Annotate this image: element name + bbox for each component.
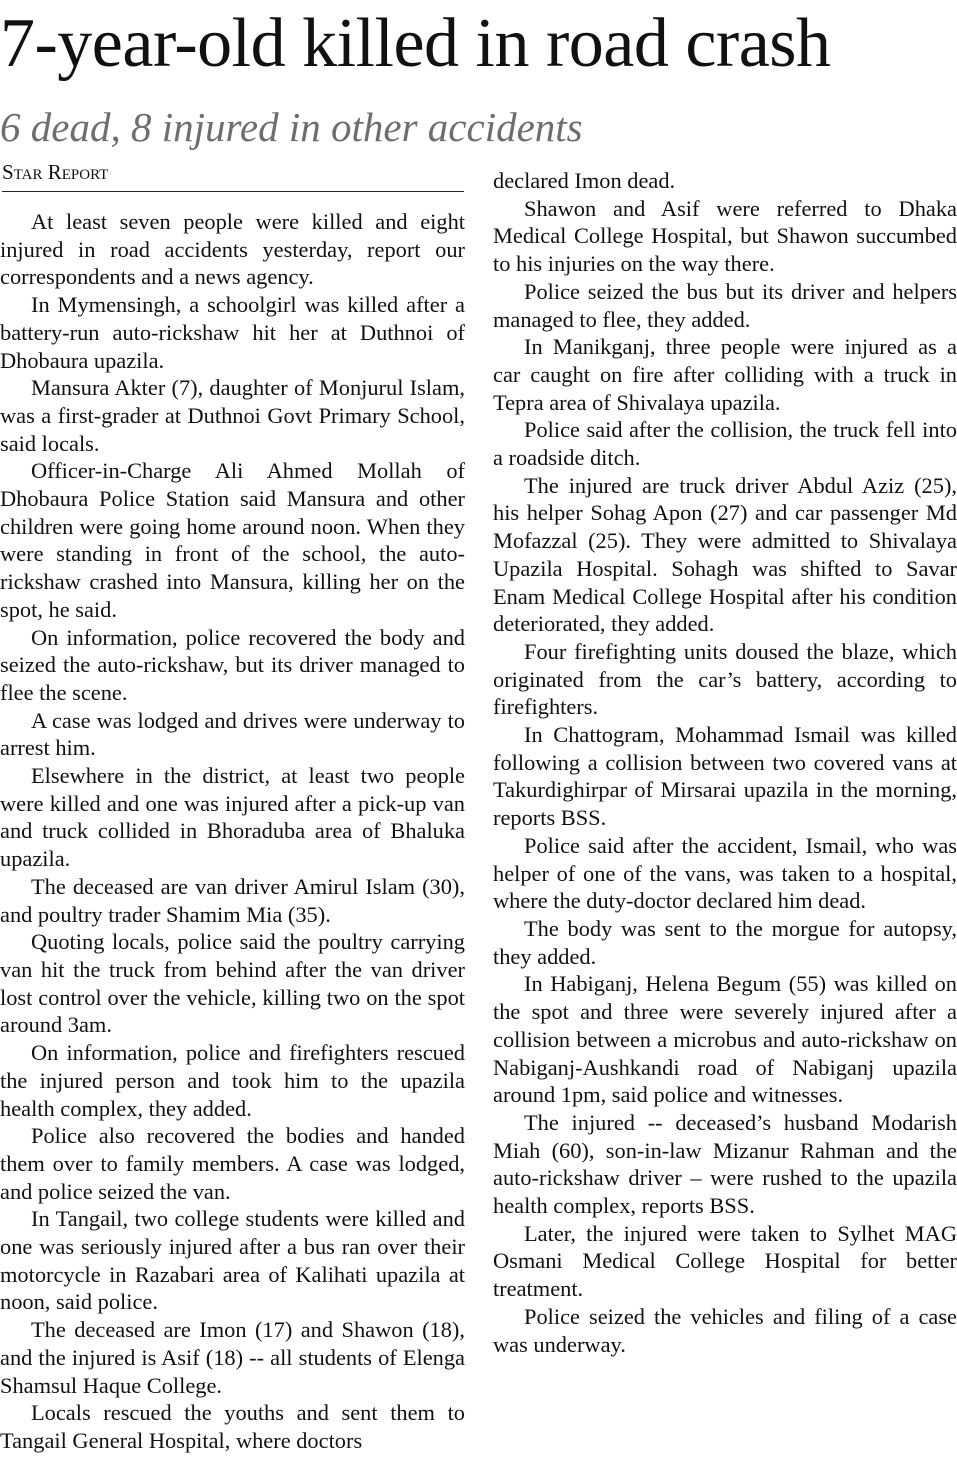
- paragraph: Elsewhere in the district, at least two people were killed and one was injured after a pick-up van and truck collided in Bhoraduba area of Bhaluka upazila.: [0, 763, 465, 872]
- paragraph: Shawon and Asif were referred to Dhaka Medical College Hospital, but Shawon succumbed to his injuries on the way there.: [493, 195, 957, 277]
- paragraph: Four firefighting units doused the blaze, which originated from the car’s battery, according to firefighters.: [493, 638, 957, 720]
- paragraph: A case was lodged and drives were underway to arrest him.: [0, 707, 465, 761]
- paragraph: Police also recovered the bodies and handed them over to family members. A case was lodged, and police seized the van.: [0, 1123, 465, 1204]
- paragraph: In Tangail, two college students were killed and one was seriously injured after a bus ran over their motorcycle in Razabari area of Kalihati upazila at noon, said police.: [0, 1206, 465, 1315]
- paragraph: Later, the injured were taken to Sylhet MAG Osmani Medical College Hospital for better treatment.: [493, 1220, 957, 1302]
- paragraph: Officer-in-Charge Ali Ahmed Mollah of Dhobaura Police Station said Mansura and other children were going home around noon. When they were standing in front of the school, the auto-rickshaw crashed into Mansura, killing her on the spot, he said.: [0, 458, 465, 622]
- article-column-right: [493, 167, 957, 1358]
- headline: 7-year-old killed in road crash: [0, 5, 831, 82]
- paragraph: Mansura Akter (7), daughter of Monjurul Islam, was a first-grader at Duthnoi Govt Primary School, said locals.: [0, 375, 465, 456]
- paragraph: The deceased are Imon (17) and Shawon (18), and the injured is Asif (18) -- all students of Elenga Shamsul Haque College.: [0, 1317, 465, 1398]
- paragraph: In Mymensingh, a schoolgirl was killed after a battery-run auto-rickshaw hit her at Duthnoi of Dhobaura upazila.: [0, 292, 465, 373]
- paragraph: The deceased are van driver Amirul Islam (30), and poultry trader Shamim Mia (35).: [0, 873, 465, 927]
- paragraph: On information, police and firefighters rescued the injured person and took him to the upazila health complex, they added.: [0, 1040, 465, 1121]
- paragraph: The body was sent to the morgue for autopsy, they added.: [493, 915, 957, 969]
- paragraph: In Habiganj, Helena Begum (55) was killed on the spot and three were severely injured after a collision between a microbus and auto-rickshaw on Nabiganj-Aushkandi road of Nabiganj upazila around 1pm, said police and witnesses.: [493, 971, 957, 1108]
- paragraph: In Manikganj, three people were injured as a car caught on fire after colliding with a truck in Tepra area of Shivalaya upazila.: [493, 334, 957, 415]
- paragraph: Quoting locals, police said the poultry carrying van hit the truck from behind after the van driver lost control over the vehicle, killing two on the spot around 3am.: [0, 929, 465, 1038]
- paragraph: Police said after the accident, Ismail, who was helper of one of the vans, was taken to a hospital, where the duty-doctor declared him dead.: [493, 832, 957, 914]
- paragraph: At least seven people were killed and eight injured in road accidents yesterday, report our correspondents and a news agency.: [0, 209, 465, 290]
- paragraph: Police seized the bus but its driver and helpers managed to flee, they added.: [493, 278, 957, 332]
- paragraph: Police seized the vehicles and filing of a case was underway.: [493, 1303, 957, 1357]
- paragraph: In Chattogram, Mohammad Ismail was killed following a collision between two covered vans at Takurdighirpar of Mirsarai upazila in the morning, reports BSS.: [493, 722, 957, 831]
- paragraph: The injured -- deceased’s husband Modarish Miah (60), son-in-law Mizanur Rahman and the auto-rickshaw driver – were rushed to the upazila health complex, reports BSS.: [493, 1109, 957, 1219]
- paragraph: Police said after the collision, the truck fell into a roadside ditch.: [493, 417, 957, 471]
- article-column-left: [0, 208, 465, 1455]
- byline: Star Report: [2, 157, 464, 192]
- paragraph: Locals rescued the youths and sent them to Tangail General Hospital, where doctors: [0, 1400, 465, 1453]
- paragraph-continuation: declared Imon dead.: [493, 168, 676, 193]
- paragraph: The injured are truck driver Abdul Aziz (25), his helper Sohag Apon (27) and car passenger Md Mofazzal (25). They were admitted to Shivalaya Upazila Hospital. Sohagh was shifted to Savar Enam Medical College Hospital after his condition deteriorated, they added.: [493, 472, 957, 637]
- paragraph: On information, police recovered the body and seized the auto-rickshaw, but its driver managed to flee the scene.: [0, 624, 465, 705]
- subheadline: 6 dead, 8 injured in other accidents: [0, 104, 583, 150]
